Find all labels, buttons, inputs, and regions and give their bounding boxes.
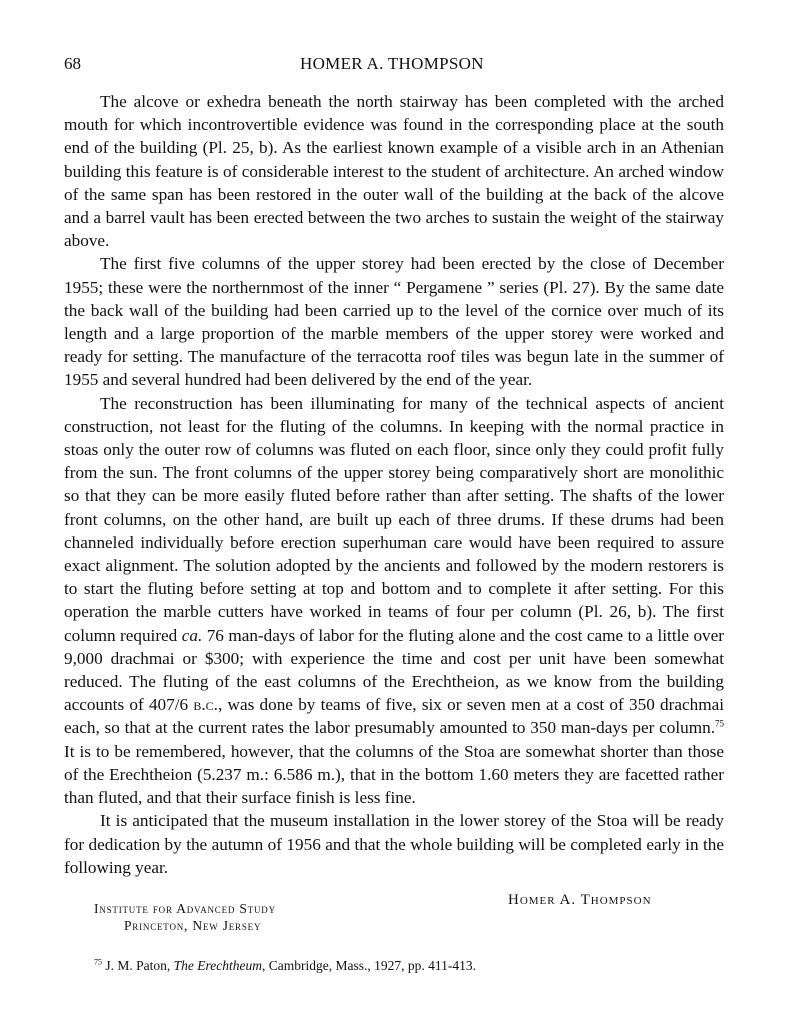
paragraph-fluting-text-c: , was done by teams of five, six or seven men at a cost of 350 drachmai each, so that at the current rates the labor presumably amounted to 350 man-days per column.	[64, 695, 724, 738]
circa-abbrev: ca.	[181, 625, 203, 645]
paragraph-museum: It is anticipated that the museum installation in the lower storey of the Stoa will be ready for dedication by the autumn of 1956 and that the whole building will be completed early in the following year.	[64, 811, 724, 877]
footnote-book-title: The Erechtheum	[173, 958, 262, 973]
institution-location: Princeton, New Jersey	[124, 918, 262, 933]
author-signature: Homer A. Thompson	[508, 892, 652, 908]
paragraph-alcove: The alcove or exhedra beneath the north stairway has been completed with the arched mouth for which incontrovertible evidence was found in the corresponding place at the south end of the building (Pl. 25, b). As the earliest known example of a visible arch in an Athenian building this feature is of considerable interest to the student of architecture. An arched window of the same span has been restored in the outer wall of the building at the back of the alcove and a barrel vault has been erected between the two arches to sustain the weight of the stairway above.	[64, 92, 724, 251]
paragraph-fluting-text-b: 76 man-days of labor for the fluting alone and the cost came to a little over 9,000 drachmai or $300; with experience the time and cost per unit have been somewhat reduced. The fluting of the east columns of the Erechtheion, as we know from the building accounts of 407/6	[64, 625, 724, 715]
paragraph-fluting-text-a: The reconstruction has been illuminating for many of the technical aspects of ancient construction, not least for the fluting of the columns. In keeping with the normal practice in stoas only the outer row of columns was fluted on each floor, since only they could profit fully from the sun. The front columns of the upper storey being comparatively short are monolithic so that they can be more easily fluted before rather than after setting. The shafts of the lower front columns, on the other hand, are built up each of three drums. If these drums had been channeled individually before erection superhuman care would have been required to assure exact alignment. The solution adopted by the ancients and followed by the modern restorers is to start the fluting before setting at top and bottom and to complete it after setting. For this operation the marble cutters have worked in teams of four per column (Pl. 26, b). The first column required	[64, 393, 724, 645]
paragraph-upper-storey: The first five columns of the upper storey had been erected by the close of December 1955; these were the northernmost of the inner “ Pergamene ” series (Pl. 27). By the same date the back wall of the building had been carried up to the level of the cornice over much of its length and a large proportion of the marble members of the upper storey were worked and ready for setting. The manufacture of the terracotta roof tiles was begun late in the summer of 1955 and several hundred had been delivered by the end of the year.	[64, 254, 724, 390]
bc-abbrev: b.c.	[193, 695, 218, 715]
footnote-text-b: , Cambridge, Mass., 1927, pp. 411-413.	[262, 958, 476, 973]
footnote-ref[interactable]: 75	[715, 718, 724, 729]
paragraph-fluting	[64, 392, 724, 810]
page-number: 68	[64, 54, 81, 73]
footnote-number: 75	[94, 957, 102, 967]
footnote	[94, 958, 476, 974]
running-title: HOMER A. THOMPSON	[300, 54, 484, 73]
paragraph-fluting-text-d: It is to be remembered, however, that the columns of the Stoa are somewhat shorter than those of the Erechtheion (5.237 m.: 6.586 m.), that in the bottom 1.60 meters they are facetted rather than fluted, and that their surface finish is less fine.	[64, 741, 724, 808]
footnote-text-a: J. M. Paton,	[102, 958, 174, 973]
institution-name: Institute for Advanced Study	[94, 901, 276, 916]
article-body	[64, 90, 724, 879]
